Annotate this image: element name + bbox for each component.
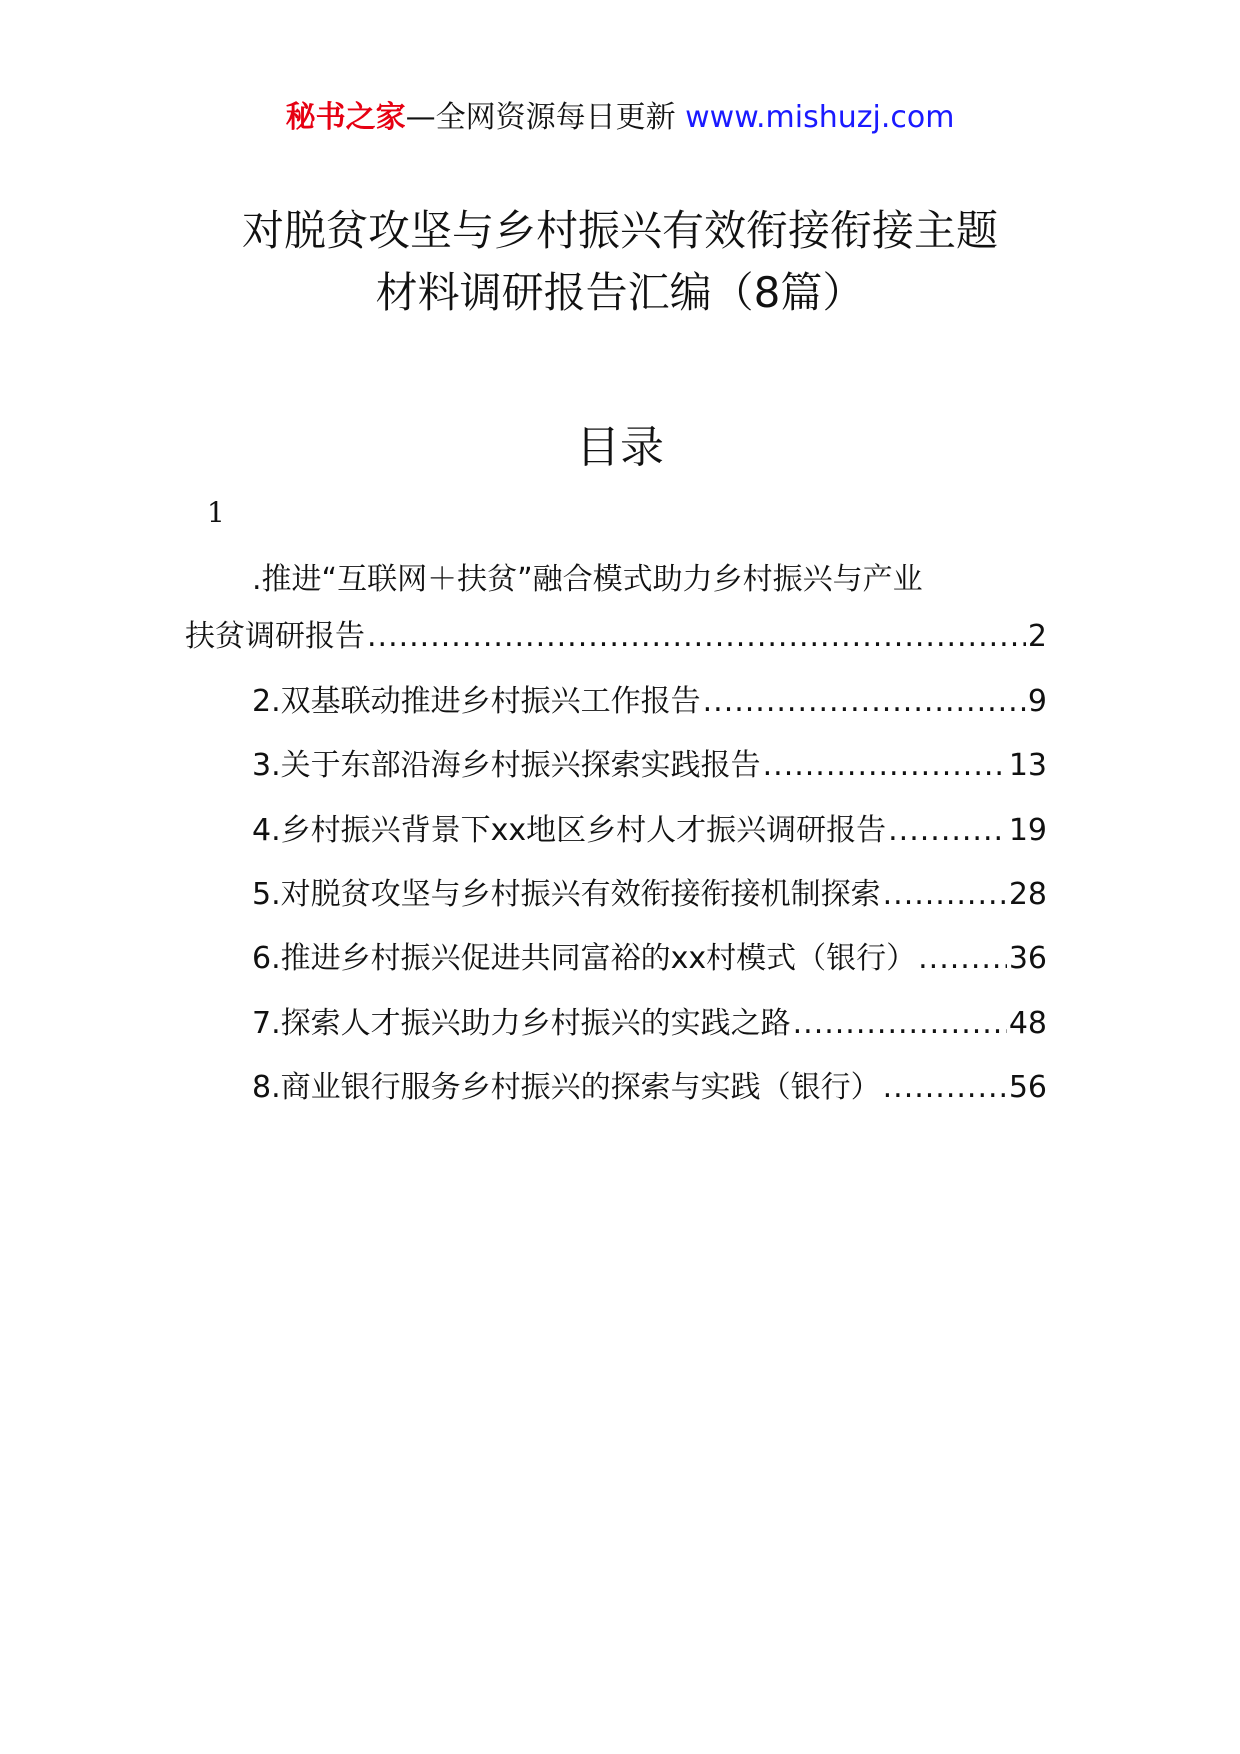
- toc-entry-4[interactable]: [252, 811, 1047, 851]
- site-brand: 秘书之家: [285, 100, 406, 135]
- toc-entry-text: 扶贫调研报告: [185, 619, 365, 654]
- toc-entry-text: 4.乡村振兴背景下xx地区乡村人才振兴调研报告: [252, 813, 887, 848]
- site-slogan: —全网资源每日更新: [405, 100, 676, 135]
- toc-leader-dots: [763, 746, 1007, 786]
- toc-leader-dots: [888, 811, 1007, 851]
- toc-entry-page: 13: [1008, 748, 1047, 783]
- toc-entry-text: 6.推进乡村振兴促进共同富裕的xx村模式（银行）: [252, 941, 917, 976]
- toc-entry-page: 28: [1008, 877, 1047, 912]
- toc-leader-dots: [703, 682, 1026, 722]
- toc-entry-page: 9: [1027, 684, 1047, 719]
- toc-entry-1-line-1[interactable]: [252, 560, 923, 600]
- site-url-link[interactable]: www.mishuzj.com: [685, 100, 955, 135]
- toc-entry-5[interactable]: [252, 875, 1047, 915]
- toc-entry-6[interactable]: [252, 939, 1047, 979]
- toc-entry-text: 7.探索人才振兴助力乡村振兴的实践之路: [252, 1006, 791, 1041]
- toc-leader-dots: [793, 1004, 1007, 1044]
- toc-entry-text: 3.关于东部沿海乡村振兴探索实践报告: [252, 748, 761, 783]
- toc-leader-dots: [883, 1068, 1007, 1108]
- toc-entry-3[interactable]: [252, 746, 1047, 786]
- toc-entry-page: 2: [1027, 619, 1047, 654]
- toc-leader-dots: [918, 939, 1007, 979]
- toc-entry-page: 36: [1008, 941, 1047, 976]
- toc-entry-7[interactable]: [252, 1004, 1047, 1044]
- toc-entry-8[interactable]: [252, 1068, 1047, 1108]
- toc-entry-2[interactable]: [252, 682, 1047, 722]
- toc-entry-text: .推进“互联网＋扶贫”融合模式助力乡村振兴与产业: [252, 562, 923, 597]
- toc-entry-text: 5.对脱贫攻坚与乡村振兴有效衔接衔接机制探索: [252, 877, 881, 912]
- toc-entry-text: 8.商业银行服务乡村振兴的探索与实践（银行）: [252, 1070, 881, 1105]
- toc-leader-dots: [883, 875, 1007, 915]
- toc-entry-1-line-2[interactable]: [185, 617, 1047, 657]
- toc-entry-page: 19: [1008, 813, 1047, 848]
- toc-heading: 目录: [576, 422, 664, 473]
- toc-entry-page: 56: [1008, 1070, 1047, 1105]
- toc-entry-page: 48: [1008, 1006, 1047, 1041]
- document-title-line-1: 对脱贫攻坚与乡村振兴有效衔接衔接主题: [241, 206, 998, 255]
- toc-first-entry-number: 1: [207, 496, 225, 529]
- toc-leader-dots: [367, 617, 1026, 657]
- toc-entry-text: 2.双基联动推进乡村振兴工作报告: [252, 684, 701, 719]
- document-title-line-2: 材料调研报告汇编（8篇）: [375, 268, 865, 317]
